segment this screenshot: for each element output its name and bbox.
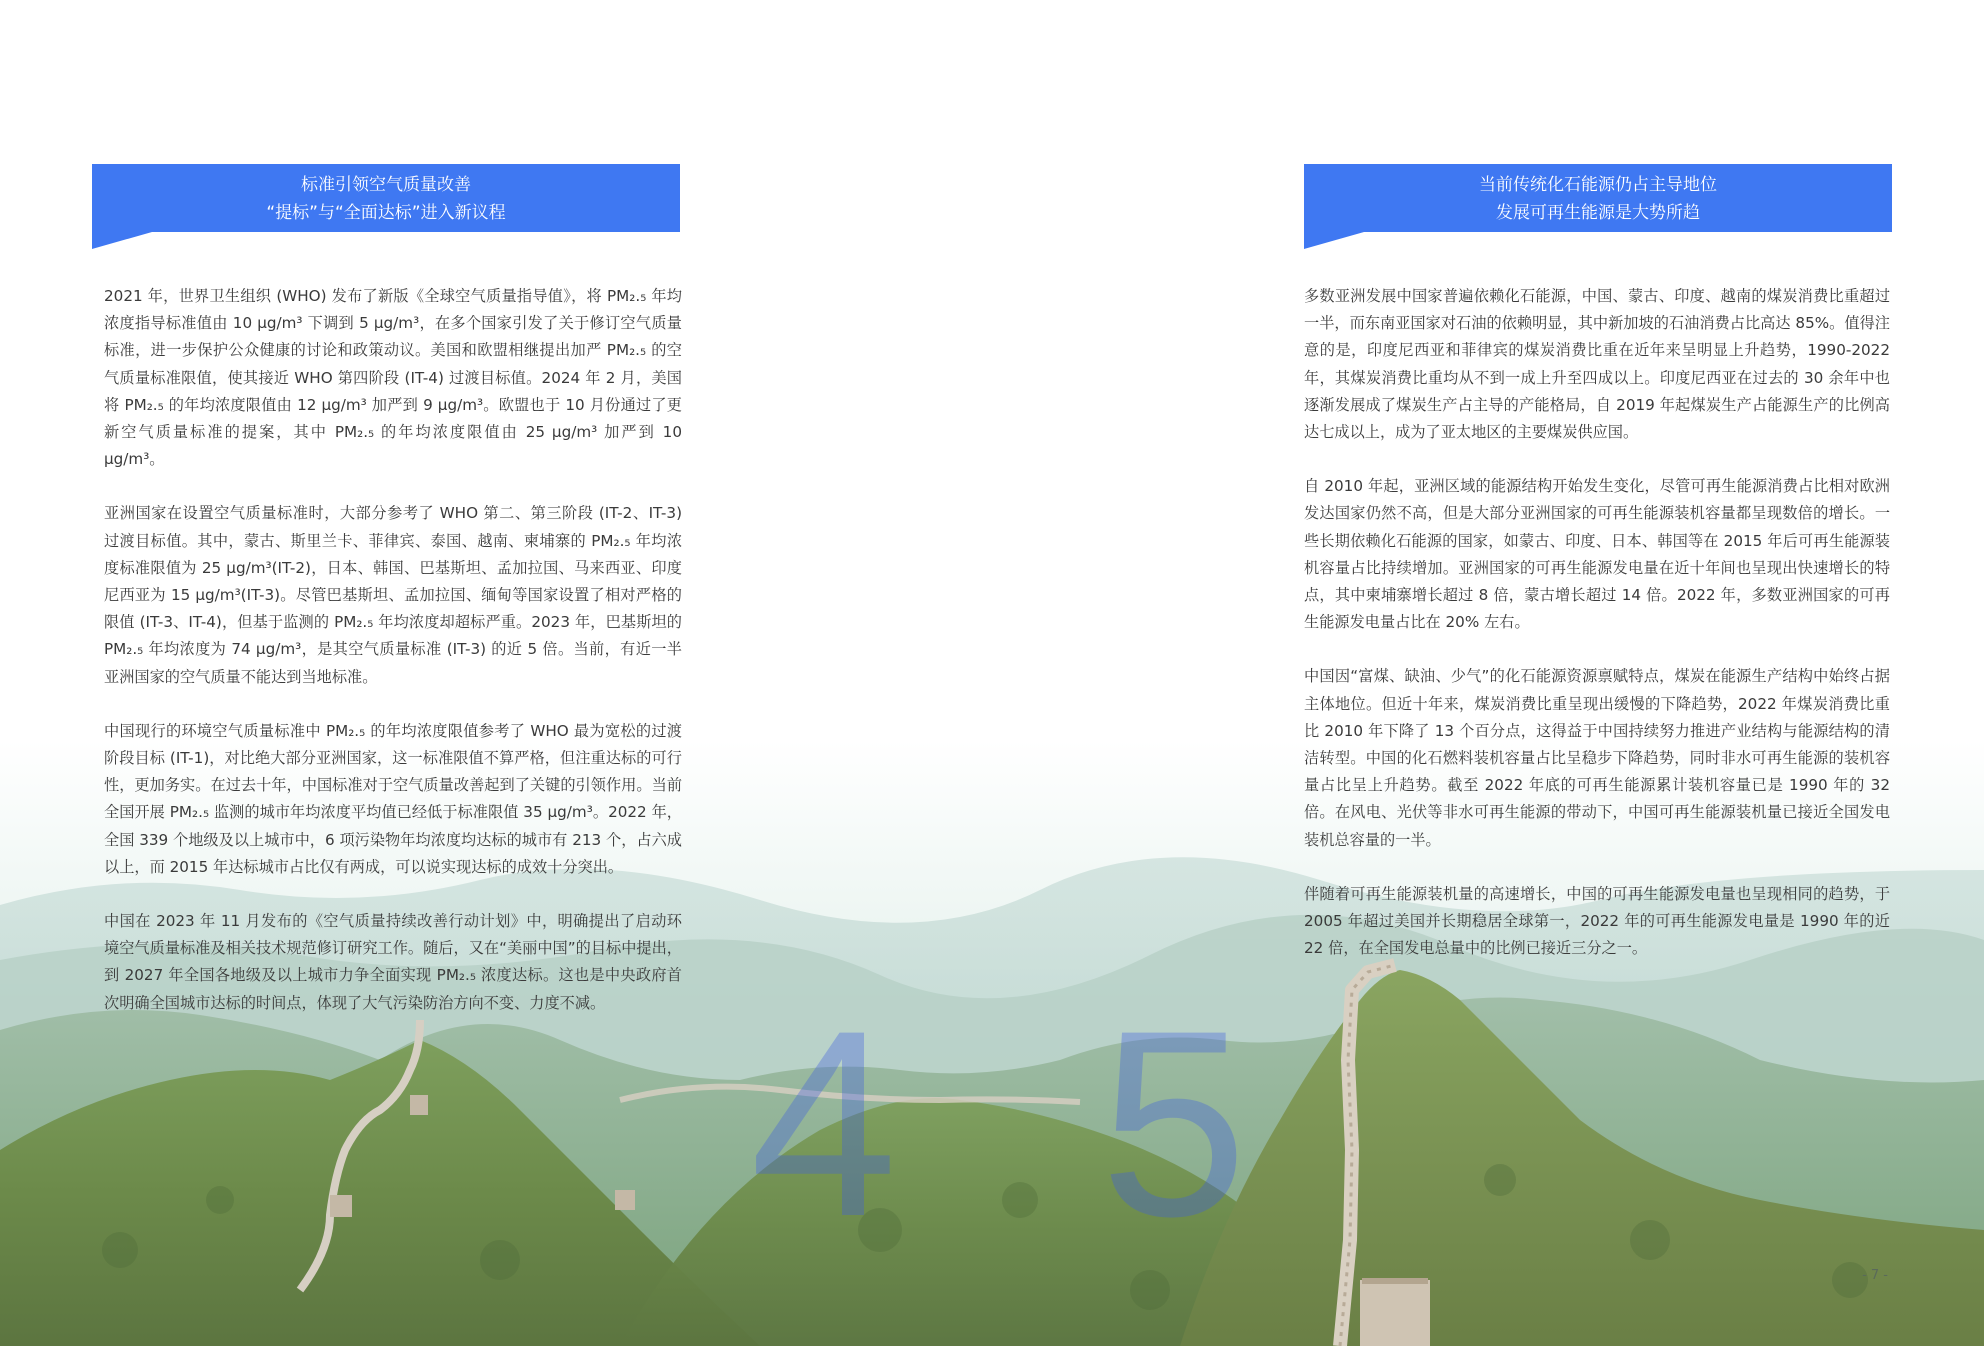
right-banner-title-line1: 当前传统化石能源仍占主导地位: [1479, 175, 1717, 195]
left-banner-title-line2: “提标”与“全面达标”进入新议程: [266, 203, 506, 223]
paragraph: 自 2010 年起，亚洲区域的能源结构开始发生变化，尽管可再生能源消费占比相对欧洲发达国家仍然不高，但是大部分亚洲国家的可再生能源装机容量都呈现数倍的增长。一些长期依赖化石能源的国家，如蒙古、印度、日本、韩国等在 2015 年后可再生能源装机容量占比持续增加。亚洲国家的可再生能源发电量在近十年间也呈现出快速增长的特点，其中柬埔寨增长超过 8 倍，蒙古增长超过 14 倍。2022 年，多数亚洲国家的可再生能源发电量占比在 20% 左右。: [1304, 477, 1890, 632]
banner-tail-shape: [92, 232, 152, 249]
right-text-column: [1304, 283, 1890, 989]
paragraph: 2021 年，世界卫生组织 (WHO) 发布了新版《全球空气质量指导值》，将 PM₂.₅ 年均浓度指导标准值由 10 μg/m³ 下调到 5 μg/m³，在多个国家引发了关于修订空气质量标准，进一步保护公众健康的讨论和政策动议。美国和欧盟相继提出加严 PM₂.₅ 的空气质量标准限值，使其接近 WHO 第四阶段 (IT-4) 过渡目标值。2024 年 2 月，美国将 PM₂.₅ 的年均浓度限值由 12 μg/m³ 加严到 9 μg/m³。欧盟也于 10 月份通过了更新空气质量标准的提案，其中 PM₂.₅ 的年均浓度限值由 25 μg/m³ 加严到 10 μg/m³。: [104, 287, 682, 469]
left-banner-title-line1: 标准引领空气质量改善: [301, 175, 471, 195]
right-section-banner: [1304, 164, 1892, 232]
paragraph: 伴随着可再生能源装机量的高速增长，中国的可再生能源发电量也呈现相同的趋势，于 2005 年超过美国并长期稳居全球第一，2022 年的可再生能源发电量是 1990 年的近 22 倍，在全国发电总量中的比例已接近三分之一。: [1304, 884, 1890, 958]
page-number: - 7 -: [1862, 1268, 1888, 1283]
right-banner-title-line2: 发展可再生能源是大势所趋: [1496, 203, 1700, 223]
left-text-column: [104, 283, 682, 1044]
background-digit-4: 4: [750, 976, 898, 1272]
paragraph: 中国在 2023 年 11 月发布的《空气质量持续改善行动计划》中，明确提出了启动环境空气质量标准及相关技术规范修订研究工作。随后，又在“美丽中国”的目标中提出，到 2027 年全国各地级及以上城市力争全面实现 PM₂.₅ 浓度达标。这也是中央政府首次明确全国城市达标的时间点，体现了大气污染防治方向不变、力度不减。: [104, 912, 682, 1012]
paragraph: 多数亚洲发展中国家普遍依赖化石能源，中国、蒙古、印度、越南的煤炭消费比重超过一半，而东南亚国家对石油的依赖明显，其中新加坡的石油消费占比高达 85%。值得注意的是，印度尼西亚和菲律宾的煤炭消费比重在近年来呈明显上升趋势，1990-2022 年，其煤炭消费比重均从不到一成上升至四成以上。印度尼西亚在过去的 30 余年中也逐渐发展成了煤炭生产占主导的产能格局，自 2019 年起煤炭生产占能源生产的比例高达七成以上，成为了亚太地区的主要煤炭供应国。: [1304, 287, 1890, 442]
left-section-banner: [92, 164, 680, 232]
paragraph: 亚洲国家在设置空气质量标准时，大部分参考了 WHO 第二、第三阶段 (IT-2、IT-3) 过渡目标值。其中，蒙古、斯里兰卡、菲律宾、泰国、越南、柬埔寨的 PM₂.₅ 年均浓度标准限值为 25 μg/m³(IT-2)，日本、韩国、巴基斯坦、孟加拉国、马来西亚、印度尼西亚为 15 μg/m³(IT-3)。尽管巴基斯坦、孟加拉国、缅甸等国家设置了相对严格的限值 (IT-3、IT-4)，但基于监测的 PM₂.₅ 年均浓度却超标严重。2023 年，巴基斯坦的 PM₂.₅ 年均浓度为 74 μg/m³，是其空气质量标准 (IT-3) 的近 5 倍。当前，有近一半亚洲国家的空气质量不能达到当地标准。: [104, 504, 682, 686]
paragraph: 中国现行的环境空气质量标准中 PM₂.₅ 的年均浓度限值参考了 WHO 最为宽松的过渡阶段目标 (IT-1)，对比绝大部分亚洲国家，这一标准限值不算严格，但注重达标的可行性，更加务实。在过去十年，中国标准对于空气质量改善起到了关键的引领作用。当前全国开展 PM₂.₅ 监测的城市年均浓度平均值已经低于标准限值 35 μg/m³。2022 年，全国 339 个地级及以上城市中，6 项污染物年均浓度均达标的城市有 213 个，占六成以上，而 2015 年达标城市占比仅有两成，可以说实现达标的成效十分突出。: [104, 721, 682, 876]
paragraph: 中国因“富煤、缺油、少气”的化石能源资源禀赋特点，煤炭在能源生产结构中始终占据主体地位。但近十年来，煤炭消费比重呈现出缓慢的下降趋势，2022 年煤炭消费比重比 2010 年下降了 13 个百分点，这得益于中国持续努力推进产业结构与能源结构的清洁转型。中国的化石燃料装机容量占比呈稳步下降趋势，同时非水可再生能源的装机容量占比呈上升趋势。截至 2022 年底的可再生能源累计装机容量已是 1990 年的 32 倍。在风电、光伏等非水可再生能源的带动下，中国可再生能源装机量已接近全国发电装机总容量的一半。: [1304, 667, 1890, 849]
banner-tail-shape: [1304, 232, 1364, 249]
background-digit-5: 5: [1100, 976, 1248, 1272]
